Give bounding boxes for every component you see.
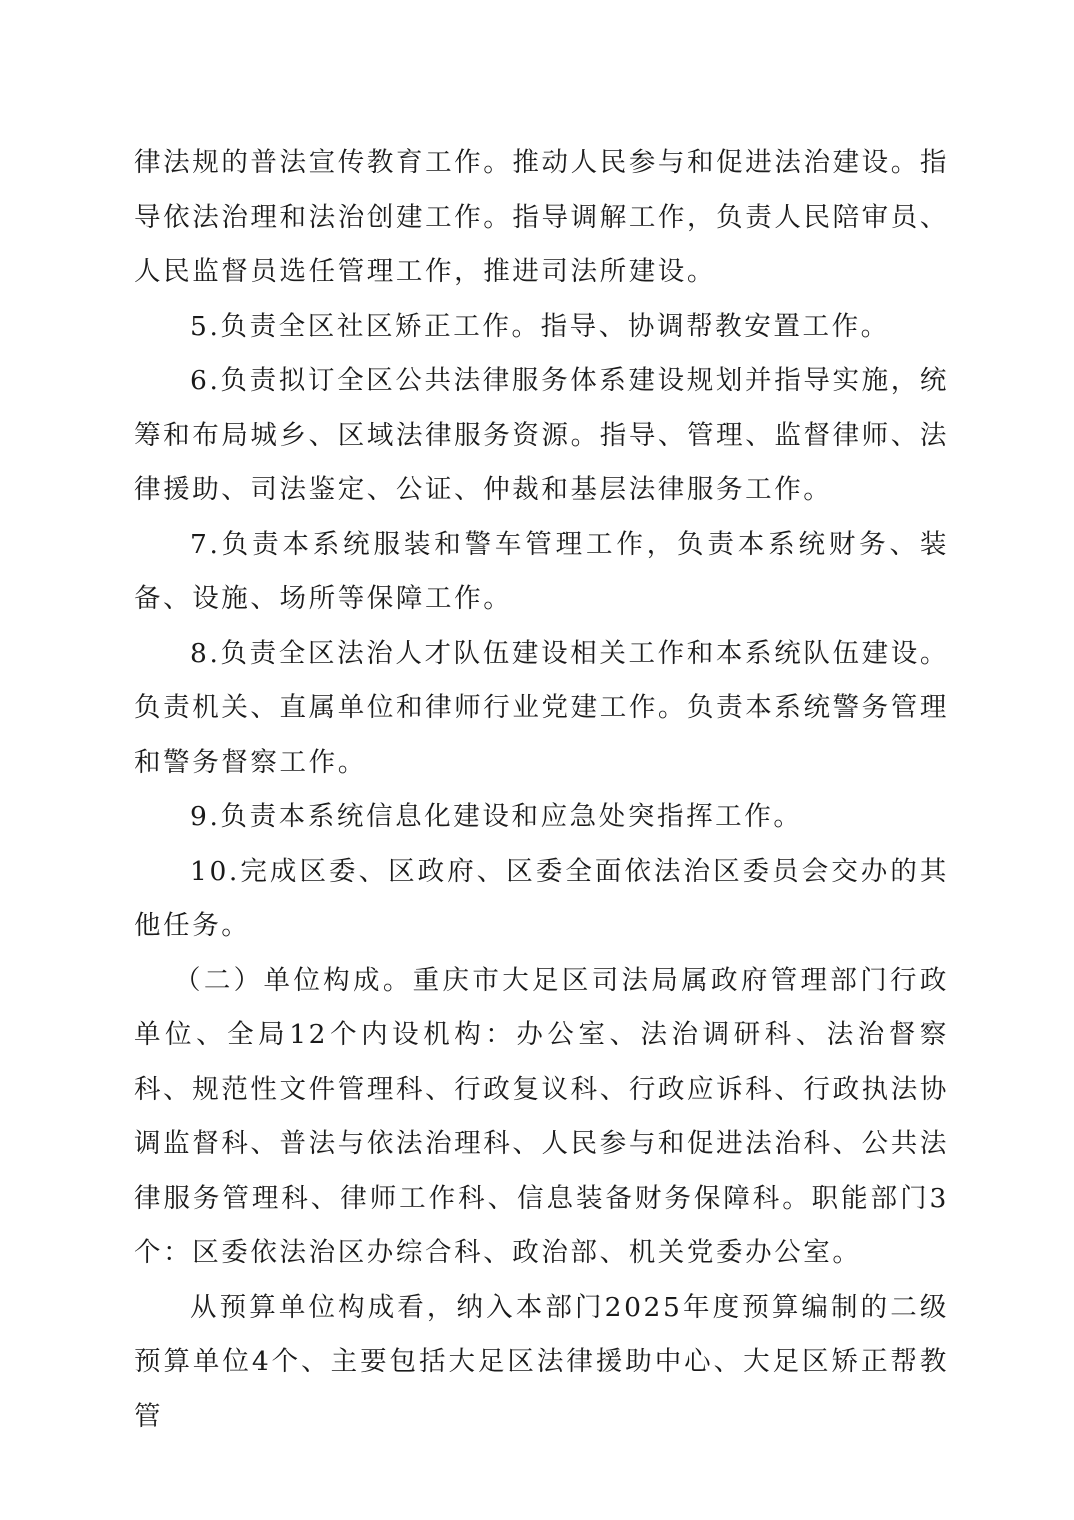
- paragraph-budget-units: 从预算单位构成看，纳入本部门2025年度预算编制的二级预算单位4个、主要包括大足区法律援助中心、大足区矫正帮教管: [134, 1291, 949, 1432]
- paragraph-item-5: 5.负责全区社区矫正工作。指导、协调帮教安置工作。: [190, 310, 890, 342]
- document-body: [134, 136, 949, 1444]
- paragraph-item-9: 9.负责本系统信息化建设和应急处突指挥工作。: [190, 801, 803, 832]
- paragraph-item-6: 6.负责拟订全区公共法律服务体系建设规划并指导实施，统筹和布局城乡、区域法律服务资源。指导、管理、监督律师、法律援助、司法鉴定、公证、仲裁和基层法律服务工作。: [134, 365, 949, 505]
- paragraph-unit-composition: （二）单位构成。重庆市大足区司法局属政府管理部门行政单位、全局12个内设机构：办公室、法治调研科、法治督察科、规范性文件管理科、行政复议科、行政应诉科、行政执法协调监督科、普法与依法治理科、人民参与和促进法治科、公共法律服务管理科、律师工作科、信息装备财务保障科。职能部门3个：区委依法治区办综合科、政治部、机关党委办公室。: [134, 964, 949, 1268]
- paragraph-item-7: 7.负责本系统服装和警车管理工作，负责本系统财务、装备、设施、场所等保障工作。: [134, 528, 949, 614]
- paragraph-item-10: 10.完成区委、区政府、区委全面依法治区委员会交办的其他任务。: [134, 855, 949, 941]
- paragraph-item-8: 8.负责全区法治人才队伍建设相关工作和本系统队伍建设。负责机关、直属单位和律师行业党建工作。负责本系统警务管理和警务督察工作。: [134, 637, 949, 778]
- paragraph-continuation: 律法规的普法宣传教育工作。推动人民参与和促进法治建设。指导依法治理和法治创建工作。指导调解工作，负责人民陪审员、人民监督员选任管理工作，推进司法所建设。: [134, 147, 949, 287]
